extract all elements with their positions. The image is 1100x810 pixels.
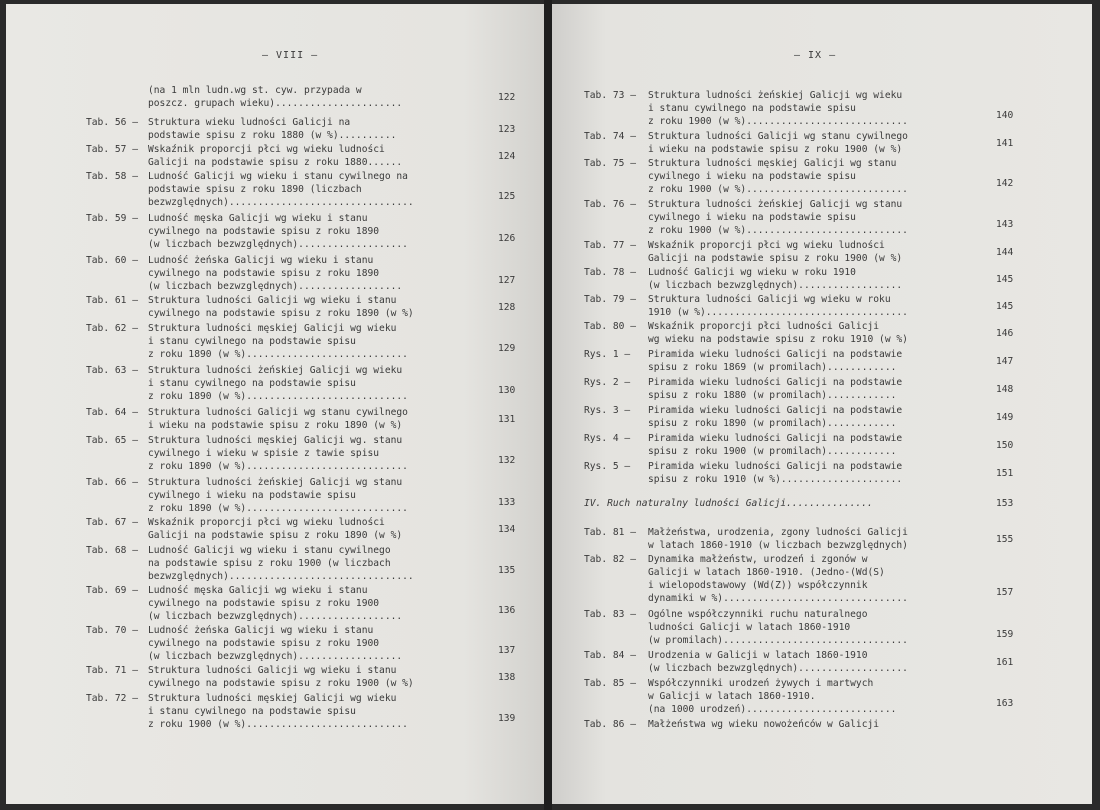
- entry-label: Tab. 70 –: [86, 625, 138, 636]
- entry-page-number: 134: [498, 524, 516, 535]
- entry-label: Tab. 71 –: [86, 665, 138, 676]
- entry-label: Tab. 75 –: [584, 158, 636, 169]
- section-title: IV. Ruch naturalny ludności Galicji...............: [584, 498, 873, 509]
- entry-label: Tab. 82 –: [584, 554, 636, 565]
- entry-title-line: w Galicji w latach 1860-1910.: [648, 691, 816, 702]
- entry-label: Tab. 86 –: [584, 719, 636, 730]
- entry-title-line: cywilnego i wieku w spisie z tawie spisu: [148, 448, 380, 459]
- entry-label: Tab. 84 –: [584, 650, 636, 661]
- entry-title-line: cywilnego na podstawie spisu z roku 1890 (w %): [148, 308, 414, 319]
- entry-title-line: spisu z roku 1900 (w promilach)............: [648, 446, 897, 457]
- entry-page-number: 124: [498, 151, 516, 162]
- entry-title-line: z roku 1890 (w %)............................: [148, 461, 408, 472]
- entry-label: Rys. 2 –: [584, 377, 631, 388]
- entry-label: Tab. 57 –: [86, 144, 138, 155]
- entry-label: Tab. 74 –: [584, 131, 636, 142]
- entry-title-line: Wskaźnik proporcji płci wg wieku ludności: [648, 240, 885, 251]
- entry-page-number: 147: [996, 356, 1014, 367]
- entry-page-number: 145: [996, 274, 1014, 285]
- entry-label: Tab. 81 –: [584, 527, 636, 538]
- entry-title-line: cywilnego na podstawie spisu z roku 1900: [148, 638, 380, 649]
- entry-title-line: Struktura ludności żeńskiej Galicji wg wieku: [648, 90, 903, 101]
- entry-title-line: Wskaźnik proporcji płci wg wieku ludności: [148, 517, 385, 528]
- entry-page-number: 157: [996, 587, 1014, 598]
- entry-label: Rys. 3 –: [584, 405, 631, 416]
- entry-title-line: Struktura ludności Galicji wg stanu cywilnego: [148, 407, 408, 418]
- entry-title-line: Struktura ludności męskiej Galicji wg wieku: [148, 323, 397, 334]
- entry-title-line: Piramida wieku ludności Galicji na podstawie: [648, 461, 903, 472]
- entry-label: Tab. 77 –: [584, 240, 636, 251]
- entry-label: Rys. 1 –: [584, 349, 631, 360]
- entry-label: Tab. 66 –: [86, 477, 138, 488]
- entry-title-line: i stanu cywilnego na podstawie spisu: [148, 336, 356, 347]
- entry-title-line: i stanu cywilnego na podstawie spisu: [148, 706, 356, 717]
- entry-page-number: 132: [498, 455, 516, 466]
- entry-title-line: Urodzenia w Galicji w latach 1860-1910: [648, 650, 868, 661]
- entry-page-number: 151: [996, 468, 1014, 479]
- entry-title-line: Ludność żeńska Galicji wg wieku i stanu: [148, 625, 374, 636]
- entry-title-line: z roku 1890 (w %)............................: [148, 349, 408, 360]
- entry-title-line: Struktura wieku ludności Galicji na: [148, 117, 351, 128]
- entry-title-line: (w liczbach bezwzględnych)...................: [148, 239, 408, 250]
- entry-title-line: Galicji w latach 1860-1910. (Jedno-(Wd(S): [648, 567, 885, 578]
- entry-label: Tab. 58 –: [86, 171, 138, 182]
- entry-title-line: Piramida wieku ludności Galicji na podstawie: [648, 377, 903, 388]
- entry-label: Tab. 62 –: [86, 323, 138, 334]
- entry-title-line: cywilnego i wieku na podstawie spisu: [648, 171, 856, 182]
- entry-label: Tab. 80 –: [584, 321, 636, 332]
- entry-title-line: na podstawie spisu z roku 1900 (w liczbach: [148, 558, 391, 569]
- entry-title-line: i wielopodstawowy (Wd(Z)) współczynnik: [648, 580, 868, 591]
- entry-title-line: Struktura ludności żeńskiej Galicji wg stanu: [148, 477, 403, 488]
- entry-title-line: Galicji na podstawie spisu z roku 1900 (w %): [648, 253, 903, 264]
- entry-page-number: 129: [498, 343, 516, 354]
- entry-label: Tab. 69 –: [86, 585, 138, 596]
- left-page: [6, 4, 544, 804]
- right-page: [552, 4, 1092, 804]
- entry-title-line: Piramida wieku ludności Galicji na podstawie: [648, 349, 903, 360]
- entry-title-line: Struktura ludności Galicji wg stanu cywilnego: [648, 131, 908, 142]
- entry-label: Tab. 78 –: [584, 267, 636, 278]
- entry-page-number: 161: [996, 657, 1014, 668]
- entry-title-line: z roku 1890 (w %)............................: [148, 503, 408, 514]
- entry-title-line: Dynamika małżeństw, urodzeń i zgonów w: [648, 554, 868, 565]
- entry-title-line: wg wieku na podstawie spisu z roku 1910 (w %): [648, 334, 908, 345]
- entry-page-number: 141: [996, 138, 1014, 149]
- entry-label: Tab. 85 –: [584, 678, 636, 689]
- entry-title-line: i stanu cywilnego na podstawie spisu: [148, 378, 356, 389]
- entry-label: Rys. 5 –: [584, 461, 631, 472]
- entry-page-number: 159: [996, 629, 1014, 640]
- entry-label: Tab. 65 –: [86, 435, 138, 446]
- entry-title-line: (w liczbach bezwzględnych)..................: [648, 280, 903, 291]
- entry-title-line: Piramida wieku ludności Galicji na podstawie: [648, 405, 903, 416]
- book-gutter: [544, 0, 552, 810]
- entry-title-line: cywilnego na podstawie spisu z roku 1890: [148, 226, 380, 237]
- entry-title-line: Struktura ludności Galicji wg wieku i stanu: [148, 665, 397, 676]
- entry-title-line: Ludność Galicji wg wieku w roku 1910: [648, 267, 856, 278]
- entry-title-line: z roku 1900 (w %)............................: [648, 225, 908, 236]
- entry-label: Tab. 56 –: [86, 117, 138, 128]
- entry-title-line: Ludność męska Galicji wg wieku i stanu: [148, 585, 368, 596]
- entry-title-line: (w liczbach bezwzględnych)..................: [148, 611, 403, 622]
- entry-page-number: 128: [498, 302, 516, 313]
- entry-title-line: Struktura ludności męskiej Galicji wg wieku: [148, 693, 397, 704]
- entry-page-number: 138: [498, 672, 516, 683]
- entry-title-line: ludności Galicji w latach 1860-1910: [648, 622, 851, 633]
- entry-title-line: dynamiki w %)................................: [648, 593, 908, 604]
- entry-page-number: 146: [996, 328, 1014, 339]
- entry-page-number: 125: [498, 191, 516, 202]
- entry-title-line: Struktura ludności Galicji wg wieku w roku: [648, 294, 891, 305]
- entry-title-line: Struktura ludności Galicji wg wieku i stanu: [148, 295, 397, 306]
- entry-title-line: Struktura ludności żeńskiej Galicji wg stanu: [648, 199, 903, 210]
- entry-page-number: 139: [498, 713, 516, 724]
- entry-title-line: Ludność Galicji wg wieku i stanu cywilnego: [148, 545, 391, 556]
- entry-title-line: spisu z roku 1869 (w promilach)............: [648, 362, 897, 373]
- entry-title-line: (w liczbach bezwzględnych)..................: [148, 651, 403, 662]
- entry-page-number: 127: [498, 275, 516, 286]
- entry-label: Tab. 61 –: [86, 295, 138, 306]
- entry-title-line: Struktura ludności żeńskiej Galicji wg wieku: [148, 365, 403, 376]
- entry-page-number: 130: [498, 385, 516, 396]
- entry-label: Rys. 4 –: [584, 433, 631, 444]
- entry-label: Tab. 76 –: [584, 199, 636, 210]
- entry-title-line: Wskaźnik proporcji płci ludności Galicji: [648, 321, 880, 332]
- entry-page-number: 150: [996, 440, 1014, 451]
- entry-title-line: Struktura ludności męskiej Galicji wg stanu: [648, 158, 897, 169]
- entry-title-line: (w liczbach bezwzględnych)..................: [148, 281, 403, 292]
- entry-label: Tab. 64 –: [86, 407, 138, 418]
- entry-label: Tab. 72 –: [86, 693, 138, 704]
- entry-label: Tab. 73 –: [584, 90, 636, 101]
- entry-page-number: 140: [996, 110, 1014, 121]
- entry-label: Tab. 67 –: [86, 517, 138, 528]
- entry-title-line: spisu z roku 1880 (w promilach)............: [648, 390, 897, 401]
- entry-title-line: 1910 (w %)...................................: [648, 307, 908, 318]
- entry-page-number: 131: [498, 414, 516, 425]
- entry-page-number: 144: [996, 247, 1014, 258]
- entry-title-line: i wieku na podstawie spisu z roku 1890 (w %): [148, 420, 403, 431]
- entry-page-number: 135: [498, 565, 516, 576]
- entry-title-line: (w promilach)................................: [648, 635, 908, 646]
- entry-page-number: 136: [498, 605, 516, 616]
- entry-title-line: Małżeństwa wg wieku nowożeńców w Galicji: [648, 719, 880, 730]
- entry-title-line: Galicji na podstawie spisu z roku 1890 (w %): [148, 530, 403, 541]
- entry-title-line: (na 1 mln ludn.wg st. cyw. przypada w: [148, 85, 362, 96]
- section-page-number: 153: [996, 498, 1014, 509]
- entry-title-line: Współczynniki urodzeń żywych i martwych: [648, 678, 874, 689]
- entry-label: Tab. 59 –: [86, 213, 138, 224]
- entry-page-number: 142: [996, 178, 1014, 189]
- entry-page-number: 148: [996, 384, 1014, 395]
- entry-title-line: i stanu cywilnego na podstawie spisu: [648, 103, 856, 114]
- entry-title-line: Ogólne współczynniki ruchu naturalnego: [648, 609, 868, 620]
- entry-title-line: i wieku na podstawie spisu z roku 1900 (w %): [648, 144, 903, 155]
- entry-title-line: z roku 1900 (w %)............................: [148, 719, 408, 730]
- entry-title-line: z roku 1900 (w %)............................: [648, 184, 908, 195]
- entry-page-number: 155: [996, 534, 1014, 545]
- entry-page-number: 145: [996, 301, 1014, 312]
- entry-title-line: podstawie spisu z roku 1880 (w %)..........: [148, 130, 397, 141]
- entry-title-line: w latach 1860-1910 (w liczbach bezwzględnych): [648, 540, 908, 551]
- entry-label: Tab. 60 –: [86, 255, 138, 266]
- entry-title-line: cywilnego na podstawie spisu z roku 1890: [148, 268, 380, 279]
- entry-title-line: spisu z roku 1910 (w %).....................: [648, 474, 903, 485]
- entry-label: Tab. 83 –: [584, 609, 636, 620]
- entry-title-line: Piramida wieku ludności Galicji na podstawie: [648, 433, 903, 444]
- entry-title-line: bezwzględnych)................................: [148, 197, 414, 208]
- entry-label: Tab. 68 –: [86, 545, 138, 556]
- entry-title-line: cywilnego i wieku na podstawie spisu: [148, 490, 356, 501]
- entry-title-line: z roku 1890 (w %)............................: [148, 391, 408, 402]
- entry-page-number: 143: [996, 219, 1014, 230]
- entry-page-number: 133: [498, 497, 516, 508]
- entry-label: Tab. 63 –: [86, 365, 138, 376]
- section-heading: [584, 498, 1014, 509]
- entry-title-line: Małżeństwa, urodzenia, zgony ludności Galicji: [648, 527, 908, 538]
- entry-title-line: cywilnego i wieku na podstawie spisu: [648, 212, 856, 223]
- entry-page-number: 137: [498, 645, 516, 656]
- entry-page-number: 126: [498, 233, 516, 244]
- entry-title-line: Ludność męska Galicji wg wieku i stanu: [148, 213, 368, 224]
- entry-title-line: Ludność Galicji wg wieku i stanu cywilnego na: [148, 171, 408, 182]
- entry-page-number: 163: [996, 698, 1014, 709]
- entry-page-number: 122: [498, 92, 516, 103]
- entry-title-line: spisu z roku 1890 (w promilach)............: [648, 418, 897, 429]
- entry-title-line: poszcz. grupach wieku)......................: [148, 98, 403, 109]
- entry-page-number: 149: [996, 412, 1014, 423]
- entry-title-line: (na 1000 urodzeń)..........................: [648, 704, 897, 715]
- entry-title-line: podstawie spisu z roku 1890 (liczbach: [148, 184, 362, 195]
- entry-title-line: Struktura ludności męskiej Galicji wg. stanu: [148, 435, 403, 446]
- page-number: – IX –: [794, 50, 837, 61]
- entry-title-line: cywilnego na podstawie spisu z roku 1900: [148, 598, 380, 609]
- entry-title-line: Galicji na podstawie spisu z roku 1880......: [148, 157, 403, 168]
- entry-label: Tab. 79 –: [584, 294, 636, 305]
- entry-title-line: Ludność żeńska Galicji wg wieku i stanu: [148, 255, 374, 266]
- entry-title-line: (w liczbach bezwzględnych)...................: [648, 663, 908, 674]
- page-number: – VIII –: [262, 50, 319, 61]
- entry-title-line: bezwzględnych)................................: [148, 571, 414, 582]
- entry-title-line: cywilnego na podstawie spisu z roku 1900 (w %): [148, 678, 414, 689]
- entry-title-line: Wskaźnik proporcji płci wg wieku ludności: [148, 144, 385, 155]
- entry-page-number: 123: [498, 124, 516, 135]
- entry-title-line: z roku 1900 (w %)............................: [648, 116, 908, 127]
